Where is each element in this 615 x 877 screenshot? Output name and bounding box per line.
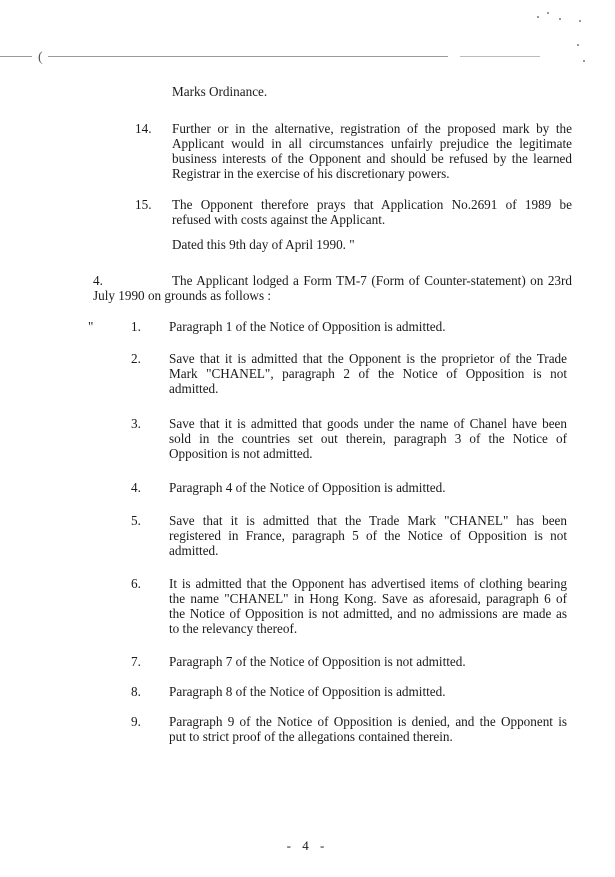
counter-paragraph-5 [169, 513, 567, 558]
paragraph-number: 2. [131, 351, 141, 366]
text-line: Paragraph 8 of the Notice of Opposition is admitted. [169, 684, 446, 699]
text-line: Further or in the alternative, registration of the proposed mark by the [172, 121, 572, 136]
open-quote: " [88, 319, 94, 334]
text-line: admitted. [169, 381, 219, 396]
page-number: - 4 - [286, 838, 329, 853]
counter-paragraph-2 [169, 351, 567, 396]
scan-rule [0, 56, 32, 57]
text-line: admitted. [169, 543, 219, 558]
paragraph-number: 5. [131, 513, 141, 528]
scan-specks [533, 10, 593, 70]
text-line: Save that it is admitted that the Trade Mark "CHANEL" has been [169, 513, 567, 528]
paragraph-number: 6. [131, 576, 141, 591]
counter-paragraph-7 [169, 654, 567, 669]
text-line: Paragraph 9 of the Notice of Opposition is denied, and the Opponent is [169, 714, 567, 729]
opposition-paragraph-15 [172, 197, 572, 227]
counter-paragraph-9 [169, 714, 567, 744]
text-line: The Applicant lodged a Form TM-7 (Form of Counter-statement) on 23rd [172, 273, 572, 288]
section-number: 4. [93, 273, 103, 288]
paragraph-number: 4. [131, 480, 141, 495]
paragraph-number: 15. [135, 197, 152, 212]
opposition-paragraph-14 [172, 121, 572, 181]
text-line: It is admitted that the Opponent has advertised items of clothing bearing [169, 576, 567, 591]
text-line: sold in the countries set out therein, paragraph 3 of the Notice of [169, 431, 567, 446]
paragraph-number: 7. [131, 654, 141, 669]
text-line: Applicant would in all circumstances unfairly prejudice the legitimate [172, 136, 572, 151]
text-line: to the relevancy thereof. [169, 621, 298, 636]
text-line: Registrar in the exercise of his discretionary powers. [172, 166, 450, 181]
scan-rule [460, 56, 540, 57]
carry-over-text: Marks Ordinance. [172, 84, 268, 99]
paragraph-number: 3. [131, 416, 141, 431]
text-line: Paragraph 7 of the Notice of Opposition is not admitted. [169, 654, 466, 669]
text-line: Mark "CHANEL", paragraph 2 of the Notice of Opposition is not [169, 366, 567, 381]
counter-paragraph-6 [169, 576, 567, 636]
dated-line: Dated this 9th day of April 1990. " [172, 237, 355, 252]
paragraph-number: 1. [131, 319, 141, 334]
counter-paragraph-4 [169, 480, 567, 495]
section-line-2: July 1990 on grounds as follows : [93, 288, 272, 303]
counter-paragraph-8 [169, 684, 567, 699]
text-line: the Notice of Opposition is not admitted, and no admissions are made as [169, 606, 567, 621]
text-line: The Opponent therefore prays that Application No.2691 of 1989 be [172, 197, 572, 212]
paragraph-number: 9. [131, 714, 141, 729]
text-line: Save that it is admitted that the Opponent is the proprietor of the Trade [169, 351, 567, 366]
scan-artifact: ( [38, 50, 43, 65]
text-line: Paragraph 1 of the Notice of Opposition is admitted. [169, 319, 446, 334]
text-line: put to strict proof of the allegations contained therein. [169, 729, 453, 744]
paragraph-number: 8. [131, 684, 141, 699]
paragraph-number: 14. [135, 121, 152, 136]
section-line-1 [172, 273, 572, 288]
text-line: Paragraph 4 of the Notice of Opposition is admitted. [169, 480, 446, 495]
counter-paragraph-1 [169, 319, 567, 334]
counter-paragraph-3 [169, 416, 567, 461]
scan-rule [48, 56, 448, 57]
text-line: Save that it is admitted that goods under the name of Chanel have been [169, 416, 567, 431]
text-line: the name "CHANEL" in Hong Kong. Save as aforesaid, paragraph 6 of [169, 591, 567, 606]
text-line: registered in France, paragraph 5 of the Notice of Opposition is not [169, 528, 567, 543]
text-line: business interests of the Opponent and should be refused by the learned [172, 151, 572, 166]
text-line: Opposition is not admitted. [169, 446, 313, 461]
text-line: refused with costs against the Applicant. [172, 212, 386, 227]
